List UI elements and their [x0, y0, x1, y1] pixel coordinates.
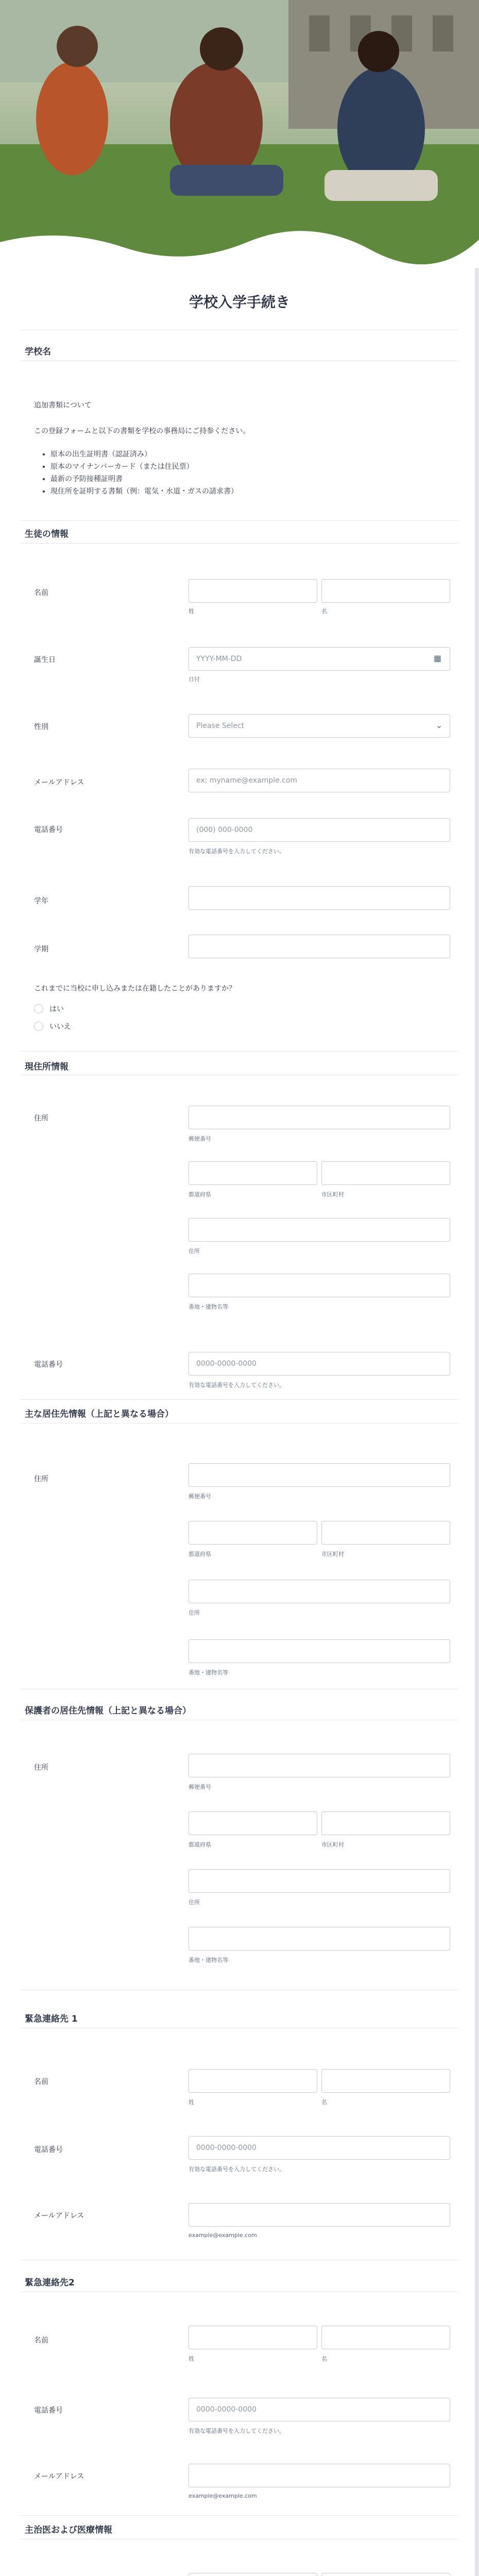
- phone-hint: 有効な電話番号を入力してください。: [189, 1382, 285, 1388]
- section-guardian-address: 保護者の居住先情報（上記と異なる場合）: [25, 1706, 191, 1716]
- city-sublabel: 市区町村: [321, 1551, 344, 1557]
- term-label: 学期: [34, 945, 48, 954]
- dob-input[interactable]: YYYY-MM-DD: [189, 647, 450, 671]
- city-input[interactable]: [321, 1521, 450, 1545]
- hero-image: [0, 0, 479, 265]
- scroll-edge: [475, 268, 479, 2576]
- first-name-sublabel: 名: [321, 608, 327, 615]
- last-name-sublabel: 姓: [189, 2355, 194, 2362]
- first-name-input[interactable]: [321, 579, 450, 603]
- last-name-sublabel: 姓: [189, 608, 194, 615]
- page-title: 学校入学手続き: [189, 294, 290, 311]
- building-input[interactable]: [189, 1639, 450, 1663]
- radio-no[interactable]: [34, 1021, 71, 1031]
- divider: [21, 1051, 458, 1052]
- section-emergency1: 緊急連絡先 1: [25, 2014, 78, 2024]
- address-label: 住所: [34, 1764, 48, 1772]
- last-name-input[interactable]: [189, 2069, 317, 2093]
- city-sublabel: 市区町村: [321, 1191, 344, 1198]
- list-item: • 現住所を証明する書類（例：電気・水道・ガスの請求書）: [50, 485, 238, 498]
- last-name-input[interactable]: [189, 2573, 317, 2576]
- divider: [21, 2515, 458, 2516]
- last-name-sublabel: 姓: [189, 2099, 194, 2106]
- street-input[interactable]: [189, 1869, 450, 1893]
- street-input[interactable]: [189, 1580, 450, 1603]
- email-input[interactable]: [189, 2203, 450, 2227]
- divider: [21, 543, 458, 544]
- phone-input[interactable]: 0000-0000-0000: [189, 1352, 450, 1376]
- email-input[interactable]: [189, 2464, 450, 2487]
- postal-input[interactable]: [189, 1463, 450, 1487]
- postal-sublabel: 郵便番号: [189, 1784, 211, 1790]
- dob-label: 誕生日: [34, 656, 56, 664]
- prefecture-sublabel: 都道府県: [189, 1191, 211, 1198]
- postal-input[interactable]: [189, 1106, 450, 1129]
- email-label: メールアドレス: [34, 2472, 84, 2481]
- grade-input[interactable]: [189, 886, 450, 910]
- radio-yes-label: はい: [49, 1005, 64, 1013]
- prefecture-sublabel: 都道府県: [189, 1551, 211, 1557]
- city-input[interactable]: [321, 1811, 450, 1835]
- building-input[interactable]: [189, 1274, 450, 1297]
- section-current-address: 現住所情報: [25, 1062, 69, 1072]
- postal-sublabel: 郵便番号: [189, 1136, 211, 1142]
- first-name-input[interactable]: [321, 2069, 450, 2093]
- intro-heading: 追加書類について: [34, 401, 92, 410]
- prefecture-input[interactable]: [189, 1811, 317, 1835]
- street-sublabel: 住所: [189, 1609, 200, 1616]
- phone-input[interactable]: 0000-0000-0000: [189, 2398, 450, 2421]
- phone-label: 電話番号: [34, 1361, 63, 1369]
- section-doctor: 主治医および医療情報: [25, 2525, 112, 2535]
- radio-yes[interactable]: [34, 1004, 64, 1014]
- chevron-down-icon: ⌄: [436, 720, 443, 730]
- section-school-name: 学校名: [25, 347, 51, 357]
- street-input[interactable]: [189, 1218, 450, 1242]
- phone-hint: 有効な電話番号を入力してください。: [189, 848, 285, 855]
- term-input[interactable]: [189, 935, 450, 958]
- building-sublabel: 番地・建物名等: [189, 1303, 228, 1310]
- first-name-input[interactable]: [321, 2573, 450, 2576]
- name-label: 名前: [34, 589, 48, 597]
- email-input[interactable]: ex: myname@example.com: [189, 769, 450, 792]
- building-sublabel: 番地・建物名等: [189, 1669, 228, 1676]
- intro-lead: この登録フォームと以下の書類を学校の事務局にご持参ください。: [34, 427, 250, 435]
- phone-input[interactable]: 0000-0000-0000: [189, 2136, 450, 2160]
- section-other-address: 主な居住先情報（上記と異なる場合）: [25, 1409, 174, 1419]
- email-hint: example@example.com: [189, 2493, 257, 2499]
- section-student-info: 生徒の情報: [25, 529, 69, 539]
- last-name-input[interactable]: [189, 2326, 317, 2349]
- list-item: • 最新の予防接種証明書: [50, 473, 238, 485]
- first-name-input[interactable]: [321, 2326, 450, 2349]
- name-label: 名前: [34, 2078, 48, 2086]
- divider: [21, 1399, 458, 1400]
- name-label: 名前: [34, 2336, 48, 2345]
- phone-label: 電話番号: [34, 2146, 63, 2154]
- last-name-input[interactable]: [189, 579, 317, 603]
- section-emergency2: 緊急連絡先2: [25, 2278, 75, 2288]
- building-sublabel: 番地・建物名等: [189, 1957, 228, 1963]
- gender-label: 性別: [34, 723, 48, 731]
- first-name-sublabel: 名: [321, 2355, 327, 2362]
- radio-button[interactable]: [34, 1022, 43, 1031]
- email-label: メールアドレス: [34, 2212, 84, 2220]
- city-input[interactable]: [321, 1161, 450, 1185]
- list-item: • 原本の出生証明書（認証済み）: [50, 448, 238, 461]
- postal-input[interactable]: [189, 1754, 450, 1777]
- phone-hint: 有効な電話番号を入力してください。: [189, 2166, 285, 2173]
- prefecture-input[interactable]: [189, 1161, 317, 1185]
- radio-no-label: いいえ: [49, 1023, 71, 1031]
- grade-label: 学年: [34, 897, 48, 905]
- first-name-sublabel: 名: [321, 2099, 327, 2106]
- phone-hint: 有効な電話番号を入力してください。: [189, 2428, 285, 2434]
- prefecture-sublabel: 都道府県: [189, 1841, 211, 1848]
- previous-enrollment-question: これまでに当校に申し込みまたは在籍したことがありますか？: [34, 985, 236, 993]
- email-label: メールアドレス: [34, 778, 84, 787]
- radio-button[interactable]: [34, 1004, 43, 1013]
- divider: [21, 520, 458, 521]
- street-sublabel: 住所: [189, 1899, 200, 1906]
- postal-sublabel: 郵便番号: [189, 1493, 211, 1500]
- email-hint: example@example.com: [189, 2232, 257, 2239]
- phone-label: 電話番号: [34, 826, 63, 834]
- prefecture-input[interactable]: [189, 1521, 317, 1545]
- phone-label: 電話番号: [34, 2406, 63, 2415]
- phone-input[interactable]: (000) 000-0000: [189, 818, 450, 842]
- address-label: 住所: [34, 1114, 48, 1123]
- city-sublabel: 市区町村: [321, 1841, 344, 1848]
- documents-list: [45, 448, 238, 498]
- calendar-icon[interactable]: ▦: [434, 653, 442, 663]
- gender-select[interactable]: Please Select: [189, 714, 450, 738]
- list-item: • 原本のマイナンバーカード（または住民票）: [50, 461, 238, 473]
- street-sublabel: 住所: [189, 1248, 200, 1255]
- date-sublabel: 日付: [189, 676, 200, 683]
- building-input[interactable]: [189, 1927, 450, 1951]
- address-label: 住所: [34, 1475, 48, 1483]
